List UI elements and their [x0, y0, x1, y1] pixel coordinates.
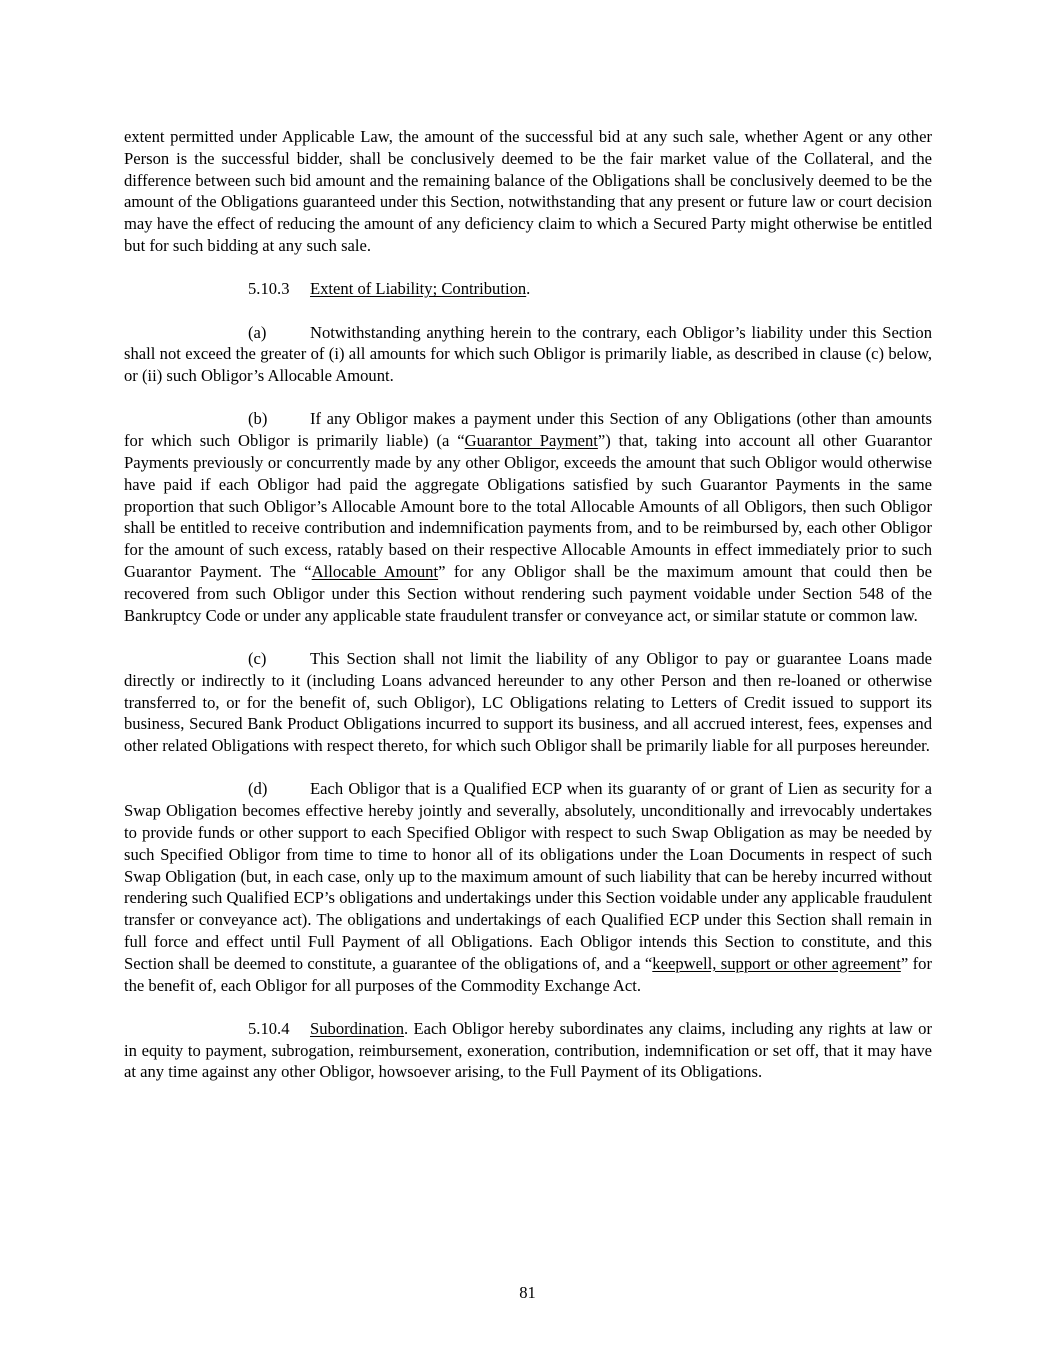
clause-b: [124, 408, 932, 626]
section-title: Extent of Liability; Contribution: [310, 279, 527, 299]
clause-text: If any Obligor makes a payment under this Section of any Obligations (other than amounts for which such Obligor is primarily liable) (a “: [124, 409, 932, 451]
clause-label: (d): [248, 779, 268, 799]
defined-term-guarantor-payment: Guarantor Payment: [464, 431, 598, 451]
clause-d: [124, 778, 932, 996]
document-body: [124, 126, 932, 1105]
clause-text: This Section shall not limit the liability of any Obligor to pay or guarantee Loans made directly or indirectly to it (including Loans advanced hereunder to any other Person and then re-loaned or otherwise transferred to, or for the benefit of, such Obligor), LC Obligations relating to Letters of Credit issued to support its business, Secured Bank Product Obligations incurred to support its business, and all accrued interest, fees, expenses and other related Obligations with respect thereto, for which such Obligor shall be primarily liable for all purposes hereunder.: [124, 648, 932, 756]
clause-text: Each Obligor that is a Qualified ECP when its guaranty of or grant of Lien as security for a Swap Obligation becomes effective hereby jointly and severally, absolutely, unconditionally and irrevocably undertakes to provide funds or other support to each Specified Obligor with respect to such Swap Obligation as may be needed by such Specified Obligor from time to time to honor all of its obligations under the Loan Documents in respect of such Swap Obligation (but, in each case, only up to the maximum amount of such liability that can be hereby incurred without rendering such Qualified ECP’s obligations and undertakings under this Section voidable under any applicable fraudulent transfer or conveyance act). The obligations and undertakings of each Qualified ECP under this Section shall remain in full force and effect until Full Payment of all Obligations. Each Obligor intends this Section to constitute, and this Section shall be deemed to constitute, a guarantee of the obligations of, and a “: [124, 779, 932, 973]
clause-text: ”) that, taking into account all other Guarantor Payments previously or concurrently made by any other Obligor, exceeds the amount that such Obligor would otherwise have paid if each Obligor had paid the aggregate Obligations satisfied by such Guarantor Payments in the same proportion that such Obligor’s Allocable Amount bore to the total Allocable Amounts of all Obligors, then such Obligor shall be entitled to receive contribution and indemnification payments from, and to be reimbursed by, each other Obligor for the amount of such excess, ratably based on their respective Allocable Amounts in effect immediately prior to such Guarantor Payment. The “: [124, 431, 932, 582]
clause-c: [124, 648, 932, 757]
section-title: Subordination: [310, 1018, 405, 1038]
section-5-10-4: [124, 1018, 932, 1083]
clause-text: ” for any Obligor shall be the maximum amount that could then be recovered from such Obligor under this Section without rendering such payment voidable under Section 548 of the Bankruptcy Code or under any applicable state fraudulent transfer or conveyance act, or similar statute or common law.: [124, 562, 932, 625]
clause-label: (c): [248, 648, 267, 668]
paragraph-continuation: extent permitted under Applicable Law, the amount of the successful bid at any such sale, whether Agent or any other Person is the successful bidder, shall be conclusively deemed to be the fair market value of the Collateral, and the difference between such bid amount and the remaining balance of the Obligations shall be conclusively deemed to be the amount of the Obligations guaranteed under this Section, notwithstanding that any present or future law or court decision may have the effect of reducing the amount of any deficiency claim to which a Secured Party might otherwise be entitled but for such bidding at any such sale.: [124, 127, 932, 255]
clause-text: ” for the benefit of, each Obligor for all purposes of the Commodity Exchange Act.: [124, 953, 932, 995]
clause-text: Notwithstanding anything herein to the contrary, each Obligor’s liability under this Section shall not exceed the greater of (i) all amounts for which such Obligor is primarily liable, as described in clause (c) below, or (ii) such Obligor’s Allocable Amount.: [124, 322, 932, 386]
defined-term-allocable-amount: Allocable Amount: [311, 562, 439, 582]
defined-term-keepwell: keepwell, support or other agreement: [652, 953, 901, 973]
section-title-end: .: [526, 279, 531, 299]
section-text: . Each Obligor hereby subordinates any claims, including any rights at law or in equity to payment, subrogation, reimbursement, exoneration, contribution, indemnification or set off, that it may have at any time against any other Obligor, howsoever arising, to the Full Payment of its Obligations.: [124, 1018, 932, 1082]
clause-label: (a): [248, 322, 267, 342]
section-5-10-3-heading: [124, 278, 932, 300]
page-number: 81: [519, 1283, 536, 1302]
section-number: 5.10.3: [248, 279, 290, 299]
clause-a: [124, 322, 932, 387]
clause-label: (b): [248, 409, 268, 429]
section-number: 5.10.4: [248, 1018, 290, 1038]
